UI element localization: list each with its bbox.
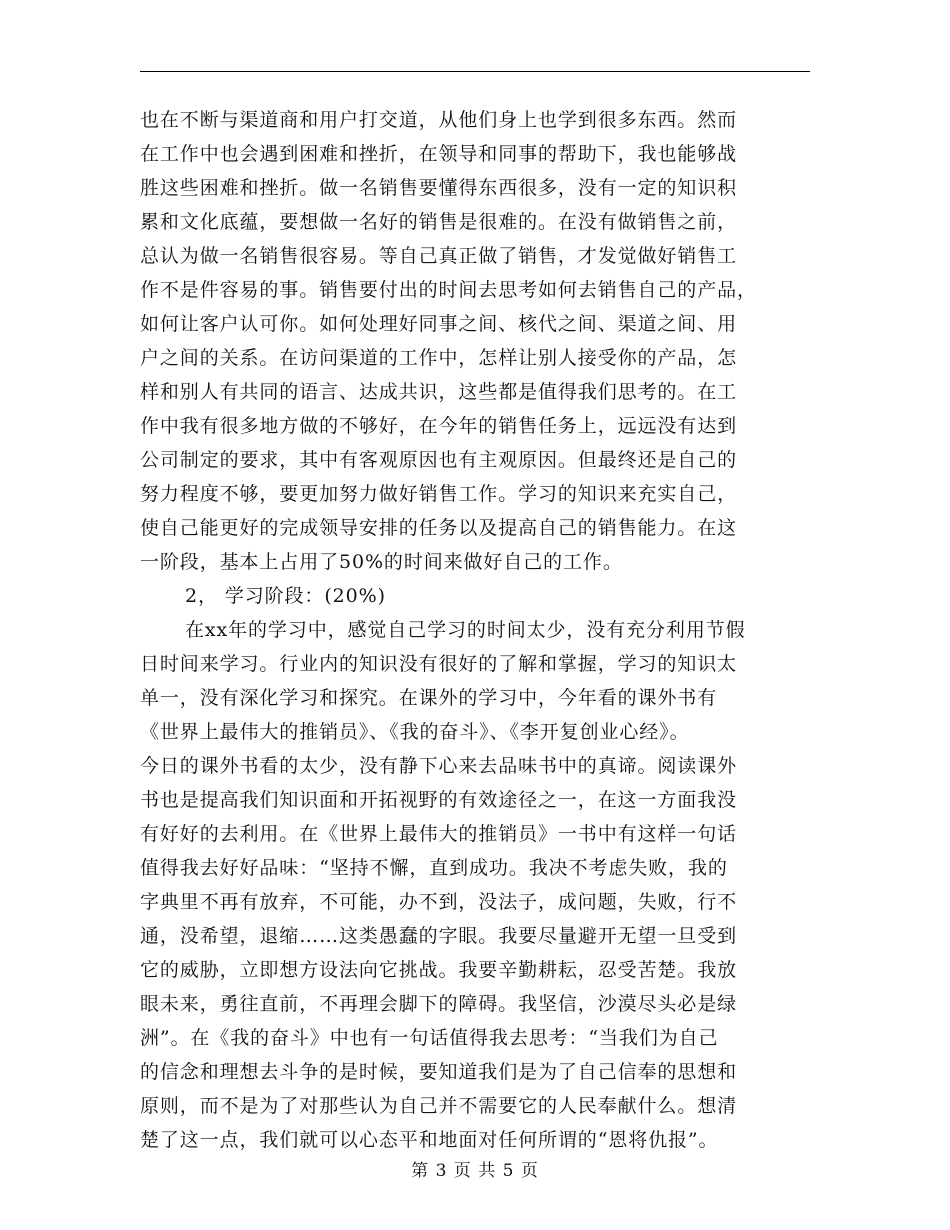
page-number-footer: 第 3 页 共 5 页 [411, 1161, 539, 1181]
paragraph-2-line: 今日的课外书看的太少，没有静下心来去品味书中的真谛。阅读课外 [140, 755, 738, 777]
paragraph-1-line: 累和文化底蕴，要想做一名好的销售是很难的。在没有做销售之前， [140, 211, 738, 233]
header-rule [140, 71, 810, 72]
paragraph-2-line: 字典里不再有放弃，不可能，办不到，没法子，成问题，失败，行不 [140, 891, 738, 913]
paragraph-1-line: 一阶段，基本上占用了50%的时间来做好自己的工作。 [140, 551, 623, 573]
paragraph-2-line: 值得我去好好品味：“坚持不懈，直到成功。我决不考虑失败，我的 [140, 857, 728, 879]
paragraph-2-line: 楚了这一点，我们就可以心态平和地面对任何所谓的“恩将仇报”。 [140, 1129, 719, 1151]
paragraph-1-line: 如何让客户认可你。如何处理好同事之间、核代之间、渠道之间、用 [140, 313, 738, 335]
paragraph-1-line: 在工作中也会遇到困难和挫折，在领导和同事的帮助下，我也能够战 [140, 143, 738, 165]
paragraph-1-line: 公司制定的要求，其中有客观原因也有主观原因。但最终还是自己的 [140, 449, 738, 471]
paragraph-2-line: 的信念和理想去斗争的是时候，要知道我们是为了自己信奉的思想和 [140, 1061, 738, 1083]
paragraph-2-line: 洲”。在《我的奋斗》中也有一句话值得我去思考：“当我们为自己 [140, 1027, 719, 1049]
paragraph-2-line: 原则，而不是为了对那些认为自己并不需要它的人民奉献什么。想清 [140, 1095, 738, 1117]
paragraph-1-line: 胜这些困难和挫折。做一名销售要懂得东西很多，没有一定的知识积 [140, 177, 738, 199]
paragraph-1-line: 总认为做一名销售很容易。等自己真正做了销售，才发觉做好销售工 [140, 245, 738, 267]
paragraph-2-line: 在xx年的学习中，感觉自己学习的时间太少，没有充分利用节假 [185, 619, 746, 641]
paragraph-2-line: 日时间来学习。行业内的知识没有很好的了解和掌握，学习的知识太 [140, 653, 738, 675]
paragraph-1-line: 努力程度不够，要更加努力做好销售工作。学习的知识来充实自己， [140, 483, 738, 505]
paragraph-1-line: 作中我有很多地方做的不够好，在今年的销售任务上，远远没有达到 [140, 415, 738, 437]
paragraph-1-line: 使自己能更好的完成领导安排的任务以及提高自己的销售能力。在这 [140, 517, 738, 539]
paragraph-1-line: 样和别人有共同的语言、达成共识，这些都是值得我们思考的。在工 [140, 381, 738, 403]
paragraph-2-line: 《世界上最伟大的推销员》、《我的奋斗》、《李开复创业心经》。 [140, 721, 690, 743]
paragraph-1-line: 作不是件容易的事。销售要付出的时间去思考如何去销售自己的产品， [140, 279, 757, 301]
paragraph-2-line: 通，没希望，退缩……这类愚蠢的字眼。我要尽量避开无望一旦受到 [140, 925, 738, 947]
paragraph-2-line: 它的威胁，立即想方设法向它挑战。我要辛勤耕耘，忍受苦楚。我放 [140, 959, 738, 981]
paragraph-2-line: 单一，没有深化学习和探究。在课外的学习中，今年看的课外书有 [140, 687, 718, 709]
paragraph-2-line: 有好好的去利用。在《世界上最伟大的推销员》一书中有这样一句话 [140, 823, 738, 845]
paragraph-2-line: 书也是提高我们知识面和开拓视野的有效途径之一，在这一方面我没 [140, 789, 738, 811]
paragraph-2-line: 眼未来，勇往直前，不再理会脚下的障碍。我坚信，沙漠尽头必是绿 [140, 993, 738, 1015]
document-body [140, 103, 820, 1157]
section-heading: 2， 学习阶段：(20%) [185, 585, 386, 607]
paragraph-1-line: 也在不断与渠道商和用户打交道，从他们身上也学到很多东西。然而 [140, 109, 738, 131]
paragraph-1-line: 户之间的关系。在访问渠道的工作中，怎样让别人接受你的产品，怎 [140, 347, 738, 369]
